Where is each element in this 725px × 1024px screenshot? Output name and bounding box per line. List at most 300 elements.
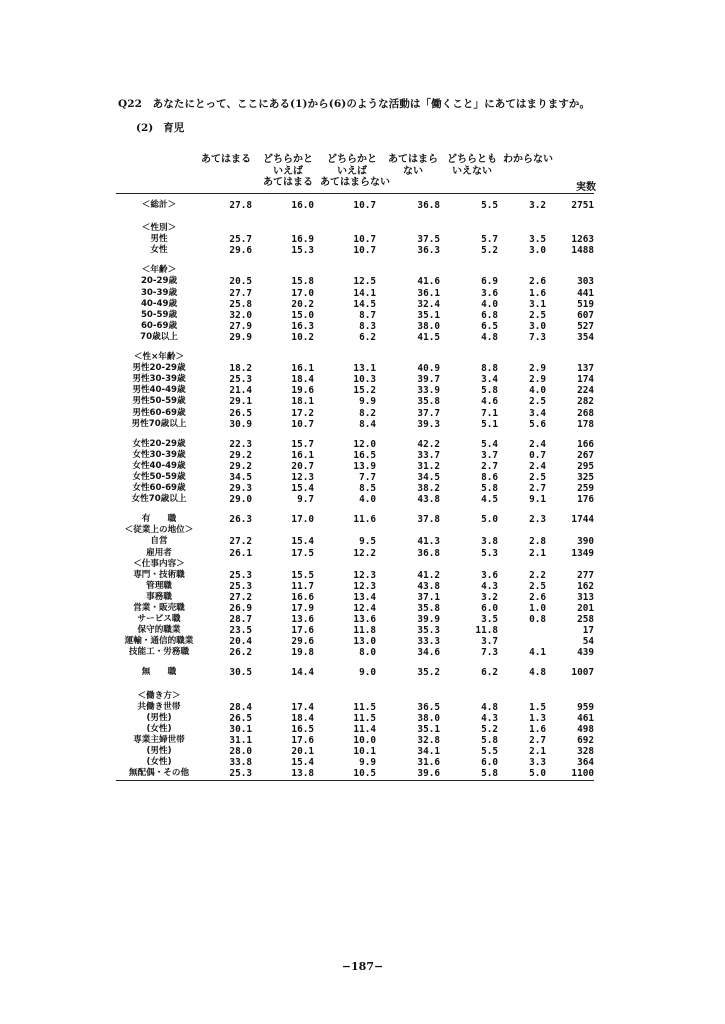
percent-cell: 8.0: [359, 647, 376, 659]
spacer-row: [116, 505, 594, 514]
percent-cell: 34.1: [417, 746, 440, 758]
group-label: ＜性×年齢＞: [133, 352, 185, 363]
percent-cell: 26.3: [229, 514, 252, 526]
percent-cell: 4.6: [481, 396, 498, 408]
empty-cell: [498, 525, 546, 536]
percent-cell: 36.1: [417, 287, 440, 299]
percent-cell: 2.4: [529, 460, 546, 472]
count-cell: 1744: [571, 514, 594, 526]
table-row: [116, 200, 594, 211]
percent-cell: 2.6: [529, 591, 546, 603]
count-cell: 1488: [571, 245, 594, 257]
row-label: 男性50-59歳: [132, 396, 186, 407]
percent-cell: 25.3: [229, 580, 252, 592]
percent-cell: 3.3: [529, 757, 546, 769]
subtitle-number: (2): [136, 122, 154, 134]
percent-cell: 16.1: [291, 449, 314, 461]
percent-cell: 17.6: [291, 625, 314, 637]
count-cell: 461: [577, 712, 594, 724]
percent-cell: 7.1: [481, 407, 498, 419]
count-cell: 364: [577, 757, 594, 769]
percent-cell: 5.1: [481, 418, 498, 430]
percent-cell: 2.9: [529, 363, 546, 375]
percent-cell: 16.3: [291, 320, 314, 332]
percent-cell: 6.2: [481, 667, 498, 679]
percent-cell: 5.0: [481, 514, 498, 526]
percent-cell: 3.4: [481, 374, 498, 386]
table-row: [116, 636, 594, 647]
percent-cell: 6.0: [481, 603, 498, 614]
percent-cell: 13.8: [291, 768, 314, 780]
empty-cell: [498, 265, 546, 276]
percent-cell: 9.1: [529, 494, 546, 506]
count-cell: 303: [577, 276, 594, 288]
table-row: [116, 461, 594, 472]
table-row: [116, 548, 594, 559]
percent-cell: 2.7: [529, 734, 546, 746]
empty-cell: [546, 525, 594, 536]
percent-cell: 16.5: [353, 449, 376, 461]
count-cell: 224: [577, 385, 594, 397]
count-cell: 439: [577, 647, 594, 659]
percent-cell: 11.5: [353, 712, 376, 724]
percent-cell: 2.5: [529, 471, 546, 483]
header-count: 実数: [576, 182, 596, 193]
percent-cell: 7.7: [359, 471, 376, 483]
empty-cell: [440, 559, 498, 570]
table-row: [116, 757, 594, 768]
percent-cell: 35.1: [417, 723, 440, 735]
percent-cell: 21.4: [229, 385, 252, 397]
table-row: [116, 625, 594, 636]
percent-cell: 4.1: [529, 647, 546, 659]
percent-cell: 4.0: [529, 385, 546, 397]
empty-cell: [440, 352, 498, 363]
row-label: 無 職: [141, 667, 177, 678]
percent-cell: 37.1: [417, 591, 440, 603]
count-cell: 527: [577, 320, 594, 332]
percent-cell: 5.2: [481, 723, 498, 735]
count-cell: 277: [577, 569, 594, 581]
percent-cell: 6.2: [359, 331, 376, 343]
spacer-cell: [116, 256, 594, 265]
table-row: [116, 735, 594, 746]
row-label: 女性60-69歳: [132, 483, 186, 494]
spacer-cell: [116, 658, 594, 667]
empty-cell: [498, 691, 546, 702]
percent-cell: 8.4: [359, 418, 376, 430]
empty-cell: [440, 223, 498, 234]
count-cell: 137: [577, 363, 594, 375]
percent-cell: 20.4: [229, 636, 252, 648]
empty-cell: [252, 525, 314, 536]
percent-cell: 33.9: [417, 385, 440, 397]
percent-cell: 15.7: [291, 438, 314, 450]
percent-cell: 15.5: [291, 569, 314, 581]
percent-cell: 6.5: [481, 320, 498, 332]
empty-cell: [498, 352, 546, 363]
empty-cell: [252, 265, 314, 276]
count-cell: 441: [577, 287, 594, 299]
question-title: Q22 あなたにとって、ここにある(1)から(6)のような活動は「働くこと」にあてはまりますか。: [118, 98, 591, 110]
empty-cell: [252, 223, 314, 234]
group-label: ＜性別＞: [141, 223, 177, 234]
table-row: [116, 288, 594, 299]
row-label: 30-39歳: [140, 287, 178, 298]
percent-cell: 20.2: [291, 298, 314, 310]
percent-cell: 34.5: [229, 471, 252, 483]
percent-cell: 18.2: [229, 363, 252, 375]
spacer-row: [116, 430, 594, 439]
percent-cell: 7.3: [529, 331, 546, 343]
percent-cell: 1.5: [529, 701, 546, 713]
count-cell: 259: [577, 483, 594, 495]
percent-cell: 5.2: [481, 245, 498, 257]
percent-cell: [498, 636, 546, 647]
empty-cell: [498, 559, 546, 570]
percent-cell: 16.5: [291, 723, 314, 735]
spacer-row: [116, 211, 594, 223]
count-cell: 519: [577, 298, 594, 310]
percent-cell: 29.2: [229, 460, 252, 472]
percent-cell: 2.1: [529, 547, 546, 559]
row-label: 共働き世帯: [137, 701, 181, 712]
percent-cell: 39.7: [417, 374, 440, 386]
empty-cell: [252, 559, 314, 570]
percent-cell: 20.1: [291, 746, 314, 758]
percent-cell: 8.3: [359, 320, 376, 332]
percent-cell: 0.8: [529, 614, 546, 626]
table-row: [116, 667, 594, 678]
count-cell: 17: [582, 625, 594, 637]
count-cell: 1100: [571, 768, 594, 780]
row-label: 男性30-39歳: [132, 374, 186, 385]
table-row: [116, 603, 594, 614]
percent-cell: 26.5: [229, 712, 252, 724]
percent-cell: 13.6: [291, 614, 314, 626]
percent-cell: 13.9: [353, 460, 376, 472]
row-label: (女性): [146, 723, 172, 734]
percent-cell: 9.9: [359, 757, 376, 769]
empty-cell: [202, 525, 252, 536]
percent-cell: 5.8: [481, 734, 498, 746]
group-label-row: [116, 691, 594, 702]
row-label: 運輸・通信的職業: [124, 636, 194, 647]
empty-cell: [252, 691, 314, 702]
header-atehamaranai: あてはまら ない: [388, 154, 438, 177]
row-label: 女性70歳以上: [131, 494, 187, 505]
percent-cell: 17.4: [291, 701, 314, 713]
table-row: [116, 483, 594, 494]
count-cell: 166: [577, 438, 594, 450]
percent-cell: 15.0: [291, 309, 314, 321]
row-label: 女性20-29歳: [132, 438, 186, 449]
percent-cell: 5.7: [481, 234, 498, 246]
empty-cell: [314, 691, 376, 702]
percent-cell: 2.6: [529, 276, 546, 288]
count-cell: 325: [577, 471, 594, 483]
empty-cell: [546, 691, 594, 702]
row-label: 20-29歳: [140, 276, 178, 287]
percent-cell: 9.9: [359, 396, 376, 408]
percent-cell: 15.3: [291, 245, 314, 257]
row-label: 男性70歳以上: [131, 418, 187, 429]
group-label-row: [116, 223, 594, 234]
group-label-row: [116, 525, 594, 536]
empty-cell: [202, 352, 252, 363]
percent-cell: 5.0: [529, 768, 546, 780]
table-row: [116, 472, 594, 483]
percent-cell: 28.7: [229, 614, 252, 626]
percent-cell: 29.3: [229, 483, 252, 495]
percent-cell: 33.8: [229, 757, 252, 769]
empty-cell: [314, 352, 376, 363]
row-label: 70歳以上: [140, 331, 178, 342]
row-label: (男性): [146, 746, 172, 757]
percent-cell: 12.2: [353, 547, 376, 559]
empty-cell: [376, 223, 440, 234]
table-row: [116, 419, 594, 430]
percent-cell: 7.3: [481, 647, 498, 659]
table-row: [116, 408, 594, 419]
percent-cell: 41.2: [417, 569, 440, 581]
percent-cell: 27.8: [229, 200, 252, 211]
row-label: 保守的職業: [137, 625, 181, 636]
percent-cell: 15.8: [291, 276, 314, 288]
percent-cell: 26.1: [229, 547, 252, 559]
percent-cell: 13.0: [353, 636, 376, 648]
percent-cell: [498, 625, 546, 636]
percent-cell: 15.4: [291, 483, 314, 495]
row-label: 雇用者: [146, 547, 172, 558]
percent-cell: 10.5: [353, 768, 376, 780]
percent-cell: 8.7: [359, 309, 376, 321]
empty-cell: [498, 223, 546, 234]
percent-cell: 19.8: [291, 647, 314, 659]
percent-cell: 2.8: [529, 536, 546, 548]
percent-cell: 32.4: [417, 298, 440, 310]
percent-cell: 10.3: [353, 374, 376, 386]
empty-cell: [202, 265, 252, 276]
bottom-rule: [116, 780, 594, 781]
percent-cell: 9.7: [297, 494, 314, 506]
percent-cell: 23.5: [229, 625, 252, 637]
percent-cell: 2.2: [529, 569, 546, 581]
percent-cell: 25.7: [229, 234, 252, 246]
percent-cell: 35.8: [417, 603, 440, 614]
percent-cell: 17.5: [291, 547, 314, 559]
row-label: 女性40-49歳: [132, 460, 186, 471]
empty-cell: [202, 691, 252, 702]
percent-cell: 17.9: [291, 603, 314, 614]
percent-cell: 18.4: [291, 374, 314, 386]
percent-cell: 22.3: [229, 438, 252, 450]
percent-cell: 10.7: [353, 245, 376, 257]
percent-cell: 18.1: [291, 396, 314, 408]
percent-cell: 17.6: [291, 734, 314, 746]
percent-cell: 39.6: [417, 768, 440, 780]
percent-cell: 5.5: [481, 746, 498, 758]
percent-cell: 20.5: [229, 276, 252, 288]
row-label: 自営: [150, 536, 168, 547]
percent-cell: 38.0: [417, 712, 440, 724]
table-row: [116, 396, 594, 407]
percent-cell: 4.0: [481, 298, 498, 310]
percent-cell: 2.9: [529, 374, 546, 386]
percent-cell: 16.0: [291, 200, 314, 211]
percent-cell: 2.5: [529, 396, 546, 408]
empty-cell: [546, 559, 594, 570]
percent-cell: 11.5: [353, 701, 376, 713]
count-cell: 313: [577, 591, 594, 603]
empty-cell: [376, 691, 440, 702]
percent-cell: 25.3: [229, 768, 252, 780]
percent-cell: 1.6: [529, 287, 546, 299]
percent-cell: 27.9: [229, 320, 252, 332]
percent-cell: 3.7: [481, 636, 498, 648]
row-label: 有 職: [141, 514, 177, 525]
percent-cell: 43.8: [417, 494, 440, 506]
empty-cell: [546, 223, 594, 234]
count-cell: 1007: [571, 667, 594, 679]
percent-cell: 1.6: [529, 723, 546, 735]
table-row: [116, 702, 594, 713]
percent-cell: 2.4: [529, 438, 546, 450]
subtitle: [136, 120, 194, 135]
percent-cell: 41.3: [417, 536, 440, 548]
count-cell: 2751: [571, 200, 594, 211]
count-cell: 692: [577, 734, 594, 746]
percent-cell: 14.4: [291, 667, 314, 679]
header-ateharu: あてはまる: [201, 154, 251, 165]
group-label: ＜働き方＞: [137, 690, 181, 701]
row-label: 無配偶・その他: [128, 768, 190, 779]
percent-cell: 16.1: [291, 363, 314, 375]
percent-cell: 37.7: [417, 407, 440, 419]
percent-cell: 3.0: [529, 320, 546, 332]
percent-cell: 29.6: [229, 245, 252, 257]
percent-cell: 11.6: [353, 514, 376, 526]
count-cell: 282: [577, 396, 594, 408]
count-cell: 390: [577, 536, 594, 548]
count-cell: 174: [577, 374, 594, 386]
table-row: [116, 363, 594, 374]
percent-cell: 3.1: [529, 298, 546, 310]
empty-cell: [202, 223, 252, 234]
table-row: [116, 647, 594, 658]
row-label: 40-49歳: [140, 298, 178, 309]
percent-cell: 34.5: [417, 471, 440, 483]
percent-cell: 12.3: [353, 569, 376, 581]
row-label: 男性: [150, 234, 168, 245]
spacer-cell: [116, 211, 594, 223]
count-cell: 607: [577, 309, 594, 321]
percent-cell: 26.2: [229, 647, 252, 659]
percent-cell: 36.3: [417, 245, 440, 257]
percent-cell: 43.8: [417, 580, 440, 592]
row-label: 男性40-49歳: [132, 385, 186, 396]
empty-cell: [314, 559, 376, 570]
percent-cell: 26.5: [229, 407, 252, 419]
percent-cell: 4.8: [481, 701, 498, 713]
percent-cell: 34.6: [417, 647, 440, 659]
row-label: 女性50-59歳: [132, 471, 186, 482]
percent-cell: 3.8: [481, 536, 498, 548]
results-table: [116, 200, 594, 779]
count-cell: 162: [577, 580, 594, 592]
percent-cell: 28.4: [229, 701, 252, 713]
percent-cell: 18.4: [291, 712, 314, 724]
percent-cell: 35.3: [417, 625, 440, 637]
table-row: [116, 299, 594, 310]
table-row: [116, 332, 594, 343]
percent-cell: 29.1: [229, 396, 252, 408]
table-row: [116, 724, 594, 735]
empty-cell: [376, 352, 440, 363]
group-label: ＜年齢＞: [141, 265, 177, 276]
percent-cell: 40.9: [417, 363, 440, 375]
percent-cell: 28.0: [229, 746, 252, 758]
empty-cell: [376, 559, 440, 570]
table-row: [116, 245, 594, 256]
percent-cell: 9.5: [359, 536, 376, 548]
table-row: [116, 536, 594, 547]
percent-cell: 1.0: [529, 603, 546, 614]
percent-cell: 6.0: [481, 757, 498, 769]
percent-cell: 3.5: [481, 614, 498, 626]
percent-cell: 17.0: [291, 287, 314, 299]
percent-cell: 13.6: [353, 614, 376, 626]
table-row: [116, 385, 594, 396]
table-row: [116, 276, 594, 287]
count-cell: 201: [577, 603, 594, 614]
table-row: [116, 570, 594, 581]
percent-cell: 14.5: [353, 298, 376, 310]
percent-cell: 19.6: [291, 385, 314, 397]
row-label: (男性): [146, 712, 172, 723]
percent-cell: 36.5: [417, 701, 440, 713]
percent-cell: 5.8: [481, 385, 498, 397]
percent-cell: 4.8: [529, 667, 546, 679]
table-row: [116, 592, 594, 603]
percent-cell: 36.8: [417, 547, 440, 559]
spacer-row: [116, 658, 594, 667]
spacer-row: [116, 256, 594, 265]
percent-cell: 3.6: [481, 569, 498, 581]
percent-cell: 10.7: [291, 418, 314, 430]
percent-cell: 2.3: [529, 514, 546, 526]
percent-cell: 2.5: [529, 309, 546, 321]
percent-cell: 15.2: [353, 385, 376, 397]
empty-cell: [202, 559, 252, 570]
empty-cell: [440, 265, 498, 276]
table-row: [116, 746, 594, 757]
row-label: 女性: [150, 245, 168, 256]
percent-cell: 4.0: [359, 494, 376, 506]
percent-cell: 11.8: [475, 625, 498, 637]
group-label-row: [116, 352, 594, 363]
percent-cell: 14.1: [353, 287, 376, 299]
table-row: [116, 234, 594, 245]
percent-cell: 29.6: [291, 636, 314, 648]
group-label: ＜仕事内容＞: [133, 558, 185, 569]
percent-cell: 11.4: [353, 723, 376, 735]
percent-cell: 6.8: [481, 309, 498, 321]
percent-cell: 2.5: [529, 580, 546, 592]
percent-cell: 4.5: [481, 494, 498, 506]
count-cell: 354: [577, 331, 594, 343]
results-table-body: [116, 200, 594, 779]
